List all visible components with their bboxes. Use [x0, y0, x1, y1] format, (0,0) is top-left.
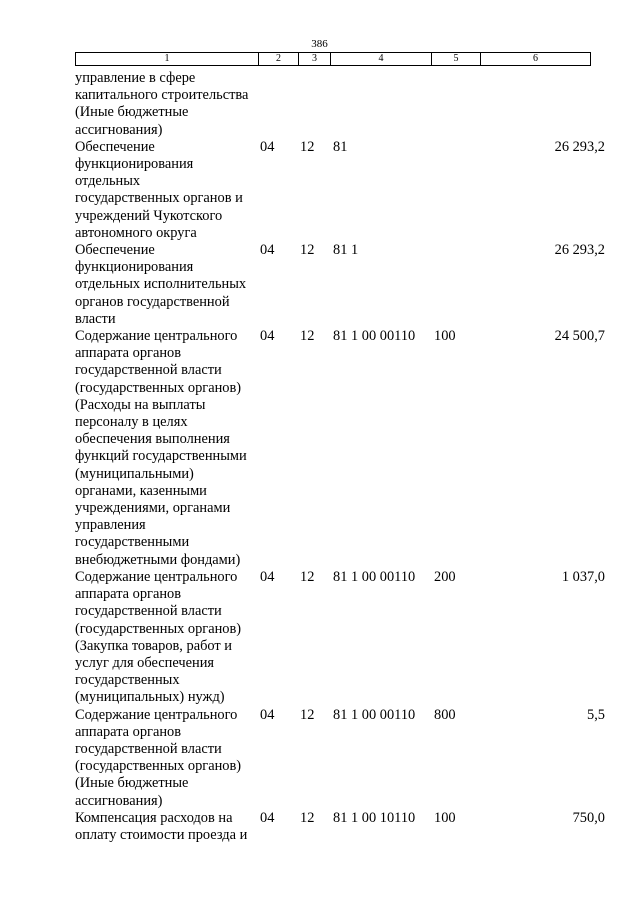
section-code: 04 [260, 809, 275, 826]
column-header-row [76, 53, 591, 66]
amount: 24 500,7 [554, 328, 605, 345]
table-row [75, 139, 605, 242]
section-code: 04 [260, 706, 275, 723]
section-code: 04 [260, 138, 275, 155]
row-name-line: государственной власти [75, 362, 222, 379]
subsection-code: 12 [300, 809, 315, 826]
row-name-line: ассигнования) [75, 121, 163, 138]
row-name-line: (Закупка товаров, работ и [75, 637, 232, 654]
target-article-code: 81 1 00 00110 [333, 706, 416, 723]
expense-type-code [431, 139, 480, 242]
row-name-line: функций государственными [75, 448, 247, 465]
row-name-line: автономного округа [75, 224, 197, 241]
target-article-code: 81 1 [333, 242, 359, 259]
row-name-line: государственных [75, 672, 180, 689]
row-name-line: (Иные бюджетные [75, 104, 189, 121]
section-code [258, 70, 298, 139]
table-row [75, 242, 605, 328]
row-name-line: Содержание центрального [75, 706, 238, 723]
row-name-line: (государственных органов) [75, 758, 242, 775]
row-name-line: власти [75, 310, 116, 327]
column-header-6: 6 [481, 53, 591, 66]
row-name-line: внебюджетными фондами) [75, 551, 241, 568]
row-name-line: (муниципальных) нужд) [75, 689, 225, 706]
row-name-line: аппарата органов [75, 586, 182, 603]
row-name-line: (Расходы на выплаты [75, 396, 206, 413]
row-name-line: государственной власти [75, 603, 222, 620]
target-article-code: 81 1 00 00110 [333, 328, 416, 345]
row-name-line: (государственных органов) [75, 379, 242, 396]
subsection-code: 12 [300, 242, 315, 259]
subsection-code: 12 [300, 706, 315, 723]
row-name-line: капитального строительства [75, 87, 249, 104]
table-row [75, 810, 605, 844]
row-name-line: органами, казенными [75, 482, 207, 499]
row-name-line: оплату стоимости проезда и [75, 826, 248, 843]
section-code: 04 [260, 568, 275, 585]
row-name-line: (Иные бюджетные [75, 775, 189, 792]
page-number: 386 [311, 38, 328, 50]
row-name [75, 328, 258, 569]
table-row [75, 70, 605, 139]
column-header-5: 5 [432, 53, 481, 66]
budget-table-body [75, 70, 605, 844]
section-code: 04 [260, 242, 275, 259]
row-name-line: отдельных [75, 173, 141, 190]
expense-type-code: 800 [434, 706, 456, 723]
row-name-line: органов государственной [75, 293, 230, 310]
expense-type-code: 200 [434, 568, 456, 585]
row-name-line: Содержание центрального [75, 328, 238, 345]
expense-type-code: 100 [434, 809, 456, 826]
amount: 26 293,2 [554, 138, 605, 155]
row-name [75, 707, 258, 810]
subsection-code: 12 [300, 138, 315, 155]
row-name-line: аппарата органов [75, 723, 182, 740]
column-header-table [75, 52, 591, 66]
row-name [75, 139, 258, 242]
column-header-3: 3 [299, 53, 331, 66]
row-name-line: (государственных органов) [75, 620, 242, 637]
row-name-line: Компенсация расходов на [75, 809, 233, 826]
row-name-line: Обеспечение [75, 242, 155, 259]
column-header-1: 1 [76, 53, 259, 66]
row-name-line: (муниципальными) [75, 465, 194, 482]
row-name-line: управление в сфере [75, 70, 196, 86]
row-name-line: Обеспечение [75, 138, 155, 155]
amount: 1 037,0 [561, 568, 605, 585]
row-name-line: учреждениями, органами [75, 500, 231, 517]
row-name-line: государственной власти [75, 740, 222, 757]
row-name-line: учреждений Чукотского [75, 207, 223, 224]
row-name-line: функционирования [75, 259, 194, 276]
row-name-line: Содержание центрального [75, 568, 238, 585]
row-name [75, 810, 258, 844]
column-header-2: 2 [259, 53, 299, 66]
expense-type-code: 100 [434, 328, 456, 345]
row-name-line: государственных органов и [75, 190, 243, 207]
row-name [75, 242, 258, 328]
row-name-line: управления [75, 517, 146, 534]
column-header-4: 4 [331, 53, 432, 66]
subsection-code: 12 [300, 568, 315, 585]
target-article-code: 81 1 00 00110 [333, 568, 416, 585]
subsection-code: 12 [300, 328, 315, 345]
row-name-line: обеспечения выполнения [75, 431, 230, 448]
row-name [75, 70, 258, 139]
section-code: 04 [260, 328, 275, 345]
row-name-line: услуг для обеспечения [75, 654, 215, 671]
row-name [75, 569, 258, 707]
row-name-line: отдельных исполнительных [75, 276, 247, 293]
row-name-line: аппарата органов [75, 345, 182, 362]
amount: 750,0 [572, 809, 605, 826]
amount: 26 293,2 [554, 242, 605, 259]
amount: 5,5 [587, 706, 605, 723]
expense-type-code [431, 70, 480, 139]
row-name-line: государственными [75, 534, 190, 551]
table-row [75, 707, 605, 810]
target-article-code: 81 [333, 138, 348, 155]
row-name-line: функционирования [75, 156, 194, 173]
row-name-line: ассигнования) [75, 792, 163, 809]
target-article-code: 81 1 00 10110 [333, 809, 416, 826]
row-name-line: персоналу в целях [75, 414, 188, 431]
table-row [75, 569, 605, 707]
subsection-code [298, 70, 330, 139]
target-article-code [330, 70, 431, 139]
expense-type-code [431, 242, 480, 328]
budget-table [75, 70, 605, 844]
amount [480, 70, 605, 139]
table-row [75, 328, 605, 569]
